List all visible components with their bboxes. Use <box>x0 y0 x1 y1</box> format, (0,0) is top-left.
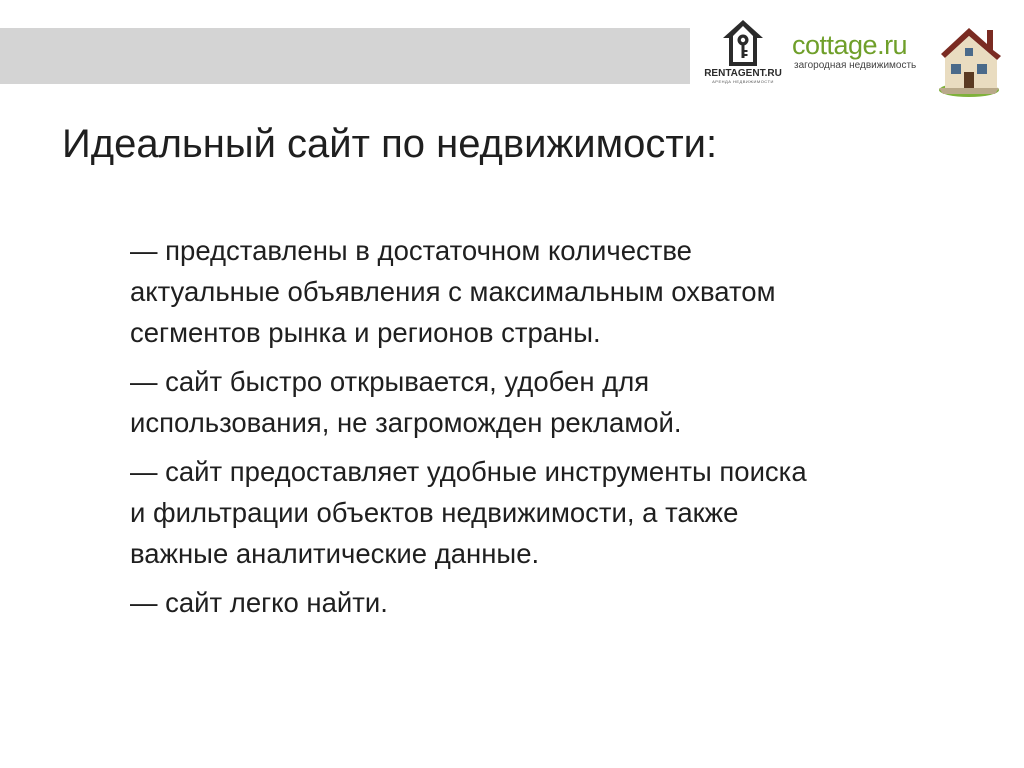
header-bar <box>0 28 690 84</box>
cottage-logo <box>792 30 942 80</box>
bullet-line: — представлены в достаточном количестве <box>130 235 692 266</box>
bullet-point <box>130 582 990 623</box>
bullet-point <box>130 230 990 353</box>
cottage-tagline: загородная недвижимость <box>794 60 917 71</box>
rentagent-subtitle: АРЕНДА НЕДВИЖИМОСТИ <box>712 79 774 84</box>
house-key-icon <box>721 18 765 68</box>
rentagent-name: RENTAGENT.RU <box>704 68 782 79</box>
bullet-line: — сайт легко найти. <box>130 587 388 618</box>
slide-title: Идеальный сайт по недвижимости: <box>62 122 718 166</box>
cottage-house-icon <box>935 18 1007 98</box>
bullet-line: важные аналитические данные. <box>130 538 540 569</box>
rentagent-logo <box>702 18 784 94</box>
bullet-line: сегментов рынка и регионов страны. <box>130 317 601 348</box>
bullet-line: — сайт предоставляет удобные инструменты поиска <box>130 456 807 487</box>
bullet-line: использования, не загроможден рекламой. <box>130 407 682 438</box>
bullet-line: актуальные объявления с максимальным охватом <box>130 276 776 307</box>
bullet-line: — сайт быстро открывается, удобен для <box>130 366 650 397</box>
bullet-point <box>130 361 990 443</box>
bullet-line: и фильтрации объектов недвижимости, а также <box>130 497 739 528</box>
cottage-name: cottage.ru <box>792 30 908 60</box>
bullet-list <box>130 230 990 631</box>
bullet-point <box>130 451 990 574</box>
